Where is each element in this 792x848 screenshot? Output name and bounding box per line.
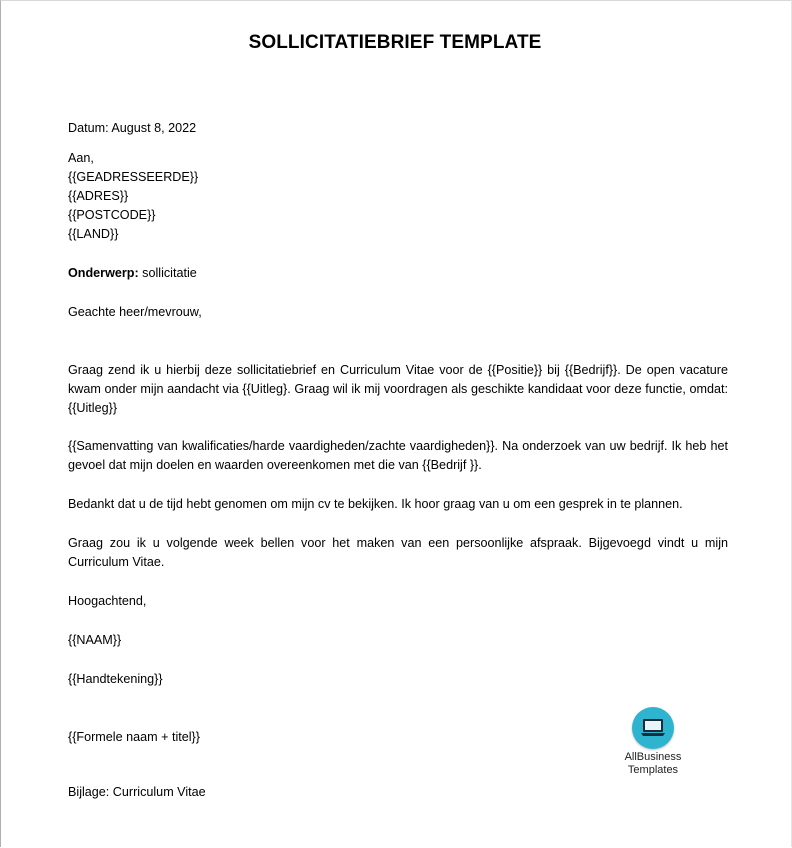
subject-label: Onderwerp: — [68, 266, 139, 280]
address-line-country: {{LAND}} — [68, 227, 119, 241]
address-line-recipient: {{GEADRESSEERDE}} — [68, 170, 199, 184]
subject-line — [68, 264, 197, 283]
logo-text-line1: AllBusiness — [624, 751, 682, 763]
logo-text-line2: Templates — [627, 764, 679, 776]
address-line-street: {{ADRES}} — [68, 189, 129, 203]
document-title: SOLLICITATIEBRIEF TEMPLATE — [248, 32, 542, 53]
attachment-line: Bijlage: Curriculum Vitae — [68, 785, 206, 799]
name-placeholder: {{NAAM}} — [68, 633, 122, 647]
logo-badge — [632, 707, 674, 749]
paragraph-qualifications: {{Samenvatting van kwalificaties/harde vaardigheden/zachte vaardigheden}}. Na onderzoek van uw bedrijf. Ik heb het gevoel dat mijn doelen en waarden overeenkomen met die van {{Bedrijf }}. — [68, 439, 728, 472]
paragraph-intro: Graag zend ik u hierbij deze sollicitatiebrief en Curriculum Vitae voor de {{Positie}} bij {{Bedrijf}}. De open vacature kwam onder mijn aandacht via {{Uitleg}. Graag wil ik mij voordragen als geschikte kandidaat voor deze functie, omdat: {{Uitleg}} — [68, 363, 728, 415]
salutation: Geachte heer/mevrouw, — [68, 305, 202, 319]
closing: Hoogachtend, — [68, 594, 147, 608]
subject-value: sollicitatie — [138, 266, 197, 280]
address-line-postcode: {{POSTCODE}} — [68, 208, 156, 222]
address-line-salutation: Aan, — [68, 151, 94, 165]
formal-name-placeholder: {{Formele naam + titel}} — [68, 730, 200, 744]
paragraph-thanks: Bedankt dat u de tijd hebt genomen om mijn cv te bekijken. Ik hoor graag van u om een gesprek in te plannen. — [68, 497, 683, 511]
date-line: Datum: August 8, 2022 — [68, 121, 197, 135]
laptop-icon — [640, 717, 666, 739]
signature-placeholder: {{Handtekening}} — [68, 672, 163, 686]
allbusiness-logo — [613, 707, 693, 777]
paragraph-followup: Graag zou ik u volgende week bellen voor het maken van een persoonlijke afspraak. Bijgevoegd vindt u mijn Curriculum Vitae. — [68, 536, 728, 569]
